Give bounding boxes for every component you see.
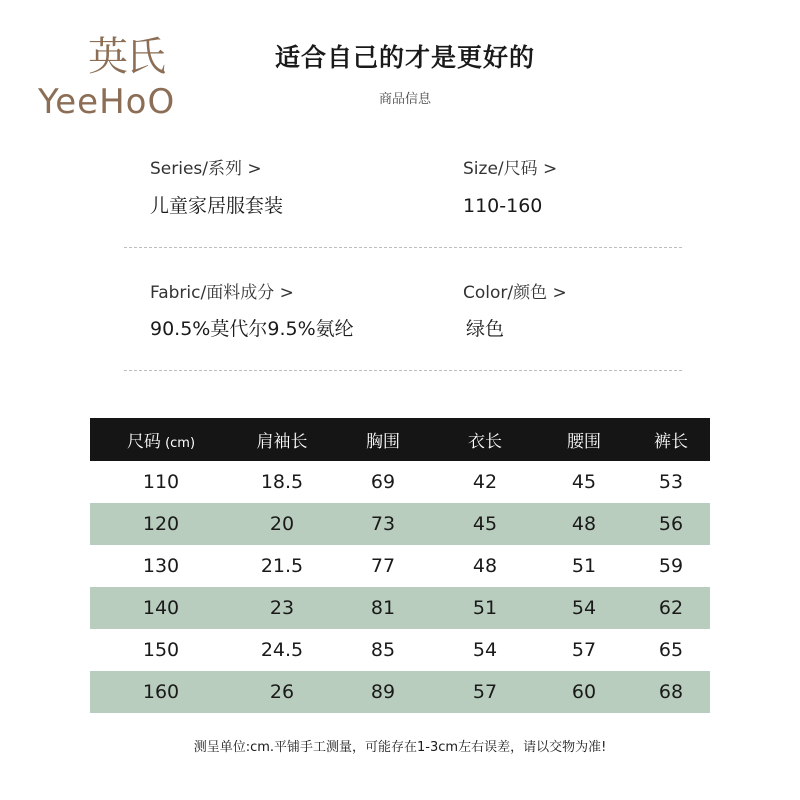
table-row <box>90 545 710 587</box>
table-cell: 130 <box>142 555 180 577</box>
table-cell: 51 <box>434 587 536 629</box>
table-cell: 62 <box>632 587 710 629</box>
table-cell: 68 <box>632 671 710 713</box>
table-cell: 65 <box>658 639 684 661</box>
table-cell: 110 <box>142 471 180 493</box>
table-cell: 54 <box>472 639 498 661</box>
divider <box>124 247 682 248</box>
table-cell: 56 <box>632 503 710 545</box>
header-pants-length: 裤长 <box>632 418 710 461</box>
header-shoulder-sleeve: 肩袖长 <box>232 418 332 461</box>
series-label: Series/系列 > <box>150 159 262 179</box>
table-cell: 57 <box>571 639 597 661</box>
measurement-footnote: 测呈单位:cm.平铺手工测量，可能存在1-3cm左右误差，请以交物为准! <box>193 740 607 755</box>
table-cell: 120 <box>90 503 232 545</box>
table-cell: 89 <box>332 671 434 713</box>
header-top-length: 衣长 <box>434 418 536 461</box>
divider <box>124 370 682 371</box>
table-cell: 73 <box>332 503 434 545</box>
table-cell: 77 <box>370 555 396 577</box>
table-cell: 81 <box>332 587 434 629</box>
brand-name-cn: 英氏 <box>88 34 164 80</box>
color-label: Color/颜色 > <box>463 283 567 303</box>
table-cell: 60 <box>536 671 632 713</box>
table-cell: 150 <box>142 639 180 661</box>
table-cell: 57 <box>434 671 536 713</box>
table-row <box>90 671 710 713</box>
table-row <box>90 629 710 671</box>
table-row <box>90 461 710 503</box>
brand-name-en: YeeHoO <box>38 82 176 122</box>
table-cell: 20 <box>232 503 332 545</box>
table-cell: 18.5 <box>260 471 304 493</box>
table-cell: 48 <box>536 503 632 545</box>
table-cell: 21.5 <box>260 555 304 577</box>
table-cell: 53 <box>658 471 684 493</box>
table-cell: 85 <box>370 639 396 661</box>
table-cell: 160 <box>90 671 232 713</box>
page-subtitle: 商品信息 <box>378 92 431 107</box>
table-cell: 140 <box>90 587 232 629</box>
header-chest: 胸围 <box>332 418 434 461</box>
table-row <box>90 503 710 545</box>
size-chart-table <box>90 418 710 713</box>
page-title: 适合自己的才是更好的 <box>274 43 535 72</box>
table-cell: 45 <box>434 503 536 545</box>
table-cell: 54 <box>536 587 632 629</box>
table-cell: 59 <box>658 555 684 577</box>
table-cell: 24.5 <box>260 639 304 661</box>
table-cell: 26 <box>232 671 332 713</box>
table-cell: 23 <box>232 587 332 629</box>
table-cell: 69 <box>370 471 396 493</box>
header-size: 尺码 (cm) <box>90 418 232 461</box>
table-cell: 45 <box>571 471 597 493</box>
table-cell: 51 <box>571 555 597 577</box>
color-value: 绿色 <box>466 318 505 340</box>
table-cell: 48 <box>472 555 498 577</box>
series-value: 儿童家居服套装 <box>150 195 284 217</box>
size-label: Size/尺码 > <box>463 159 558 179</box>
table-row <box>90 587 710 629</box>
table-header-row <box>90 418 710 461</box>
table-cell: 42 <box>472 471 498 493</box>
header-waist: 腰围 <box>536 418 632 461</box>
fabric-value: 90.5%莫代尔9.5%氨纶 <box>150 318 354 340</box>
size-value: 110-160 <box>463 195 543 217</box>
fabric-label: Fabric/面料成分 > <box>150 283 294 303</box>
